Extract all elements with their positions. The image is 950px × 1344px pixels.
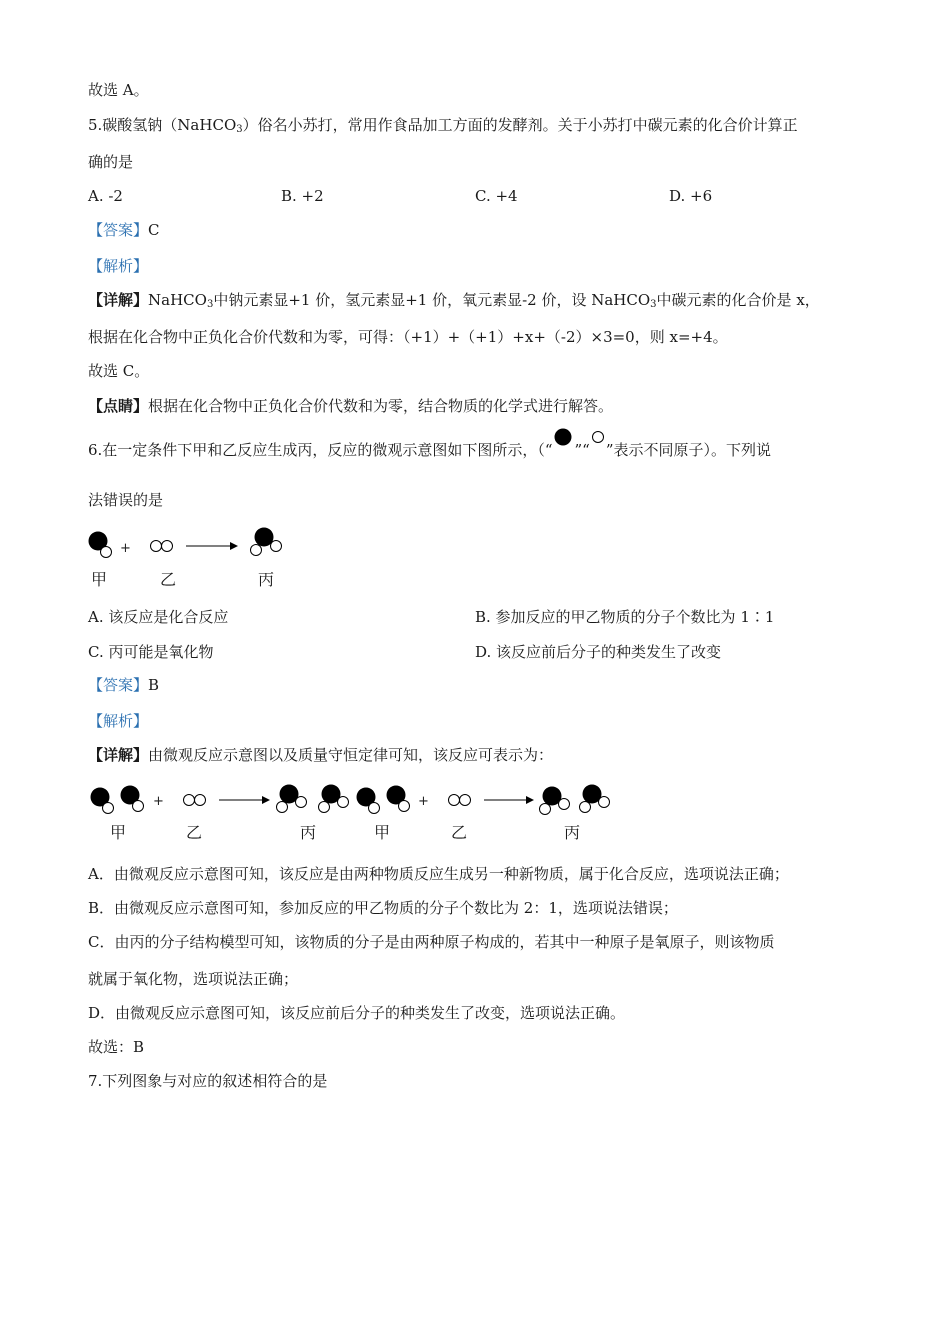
q5-detail xyxy=(88,290,820,310)
svg-text:+: + xyxy=(418,794,429,809)
molecule-bing xyxy=(319,785,349,813)
label-jia: 甲 xyxy=(374,823,391,842)
q6-option-c: C. 丙可能是氧化物 xyxy=(88,643,214,661)
molecule-jia xyxy=(387,786,410,812)
q5-stem xyxy=(88,115,798,135)
molecule-bing xyxy=(540,787,570,815)
plus-sign xyxy=(120,541,131,556)
q6-explain-a: A．由微观反应示意图可知，该反应是由两种物质反应生成另一种新物质，属于化合反应，选项说法正确； xyxy=(88,865,789,883)
q6-explain-b: B．由微观反应示意图可知，参加反应的甲乙物质的分子个数比为 2：1，选项说法错误； xyxy=(88,899,678,917)
q6-detail-tag: 【详解】 xyxy=(88,746,149,764)
label-bing: 丙 xyxy=(258,570,275,589)
molecule-jia xyxy=(357,788,380,814)
q6-option-a: A. 该反应是化合反应 xyxy=(88,608,229,626)
reaction-arrow xyxy=(219,796,270,804)
q5-stem-line2: 确的是 xyxy=(88,153,134,171)
molecule-yi xyxy=(449,795,471,806)
q6-detail-text: 由微观反应示意图以及质量守恒定律可知，该反应可表示为： xyxy=(148,746,554,764)
q5-option-d: D. +6 xyxy=(669,187,713,205)
plus-sign xyxy=(418,794,429,809)
q6-detail xyxy=(88,745,553,765)
reaction-diagram-svg xyxy=(86,526,296,566)
q6-option-d: D. 该反应前后分子的种类发生了改变 xyxy=(475,643,722,661)
label-jia: 甲 xyxy=(91,570,108,589)
q6-stem-a: 6.在一定条件下甲和乙反应生成丙，反应的微观示意图如下图所示，（“ xyxy=(88,441,553,459)
q5-detail-a: NaHCO xyxy=(148,291,207,309)
q6-stem-b: ”表示不同原子）。下列说 xyxy=(605,441,771,459)
q5-detail-c: 中碳元素的化合价是 x， xyxy=(656,291,820,309)
label-bing: 丙 xyxy=(564,823,581,842)
q6-explain-c: C．由丙的分子结构模型可知，该物质的分子是由两种原子构成的，若其中一种原子是氧原子，则该物质 xyxy=(88,933,775,951)
q6-analysis-tag: 【解析】 xyxy=(88,712,149,730)
molecule-jia xyxy=(91,788,114,814)
molecule-yi xyxy=(184,795,206,806)
q6-stem-line2: 法错误的是 xyxy=(88,491,164,509)
q6-conclusion: 故选：B xyxy=(88,1038,145,1056)
molecule-bing xyxy=(277,785,307,813)
q5-answer-value: C xyxy=(148,221,160,239)
q5-comment-text: 根据在化合物中正负化合价代数和为零，结合物质的化学式进行解答。 xyxy=(148,397,614,415)
q5-analysis-tag: 【解析】 xyxy=(88,257,149,275)
label-yi: 乙 xyxy=(186,823,203,842)
q5-stem-sub: 3 xyxy=(236,124,243,135)
molecule-bing xyxy=(580,785,610,813)
q5-stem-b: ）俗名小苏打，常用作食品加工方面的发酵剂。关于小苏打中碳元素的化合价计算正 xyxy=(242,116,798,134)
svg-text:+: + xyxy=(153,794,164,809)
q5-answer-tag: 【答案】 xyxy=(88,221,149,239)
q5-detail-b: 中钠元素显+1 价，氢元素显+1 价，氧元素显-2 价，设 NaHCO xyxy=(213,291,651,309)
q5-comment xyxy=(88,396,613,416)
reaction-arrow xyxy=(484,796,534,804)
molecule-bing xyxy=(251,528,282,556)
q4-conclusion: 故选 A。 xyxy=(88,81,149,99)
q5-detail-line2: 根据在化合物中正负化合价代数和为零，可得：（+1）+（+1）+x+（-2）×3=0，则 x=+4。 xyxy=(88,328,728,346)
molecule-jia xyxy=(121,786,144,812)
molecule-yi xyxy=(151,541,173,552)
label-bing: 丙 xyxy=(300,823,317,842)
label-yi: 乙 xyxy=(451,823,468,842)
q7-stem: 7.下列图象与对应的叙述相符合的是 xyxy=(88,1072,328,1090)
label-jia: 甲 xyxy=(110,823,127,842)
q6-answer-tag: 【答案】 xyxy=(88,676,149,694)
q5-comment-tag: 【点睛】 xyxy=(88,397,149,415)
q6-stem xyxy=(88,440,771,460)
q5-conclusion: 故选 C。 xyxy=(88,362,150,380)
q5-detail-sub1: 3 xyxy=(206,299,214,310)
q5-option-a: A. -2 xyxy=(88,187,123,205)
q5-detail-sub2: 3 xyxy=(650,299,657,310)
white-atom-icon xyxy=(590,440,606,460)
q5-stem-a: 5.碳酸氢钠（NaHCO xyxy=(88,116,237,134)
reaction-diagram-detailed-svg xyxy=(86,781,626,821)
svg-text:+: + xyxy=(120,541,131,556)
q5-answer xyxy=(88,220,160,240)
q6-stem-mid: ”“ xyxy=(574,441,590,459)
q6-explain-d: D．由微观反应示意图可知，该反应前后分子的种类发生了改变，选项说法正确。 xyxy=(88,1004,626,1022)
reaction-arrow xyxy=(186,542,238,550)
q6-answer xyxy=(88,675,159,695)
q5-option-b: B. +2 xyxy=(281,187,324,205)
label-yi: 乙 xyxy=(160,570,177,589)
q6-option-b: B. 参加反应的甲乙物质的分子个数比为 1∶1 xyxy=(475,608,775,626)
q5-detail-tag: 【详解】 xyxy=(88,291,149,309)
q6-answer-value: B xyxy=(148,676,160,694)
q6-explain-c-line2: 就属于氧化物，选项说法正确； xyxy=(88,970,299,988)
black-atom-icon xyxy=(552,440,574,460)
plus-sign xyxy=(153,794,164,809)
molecule-jia xyxy=(89,532,112,558)
q5-option-c: C. +4 xyxy=(475,187,518,205)
